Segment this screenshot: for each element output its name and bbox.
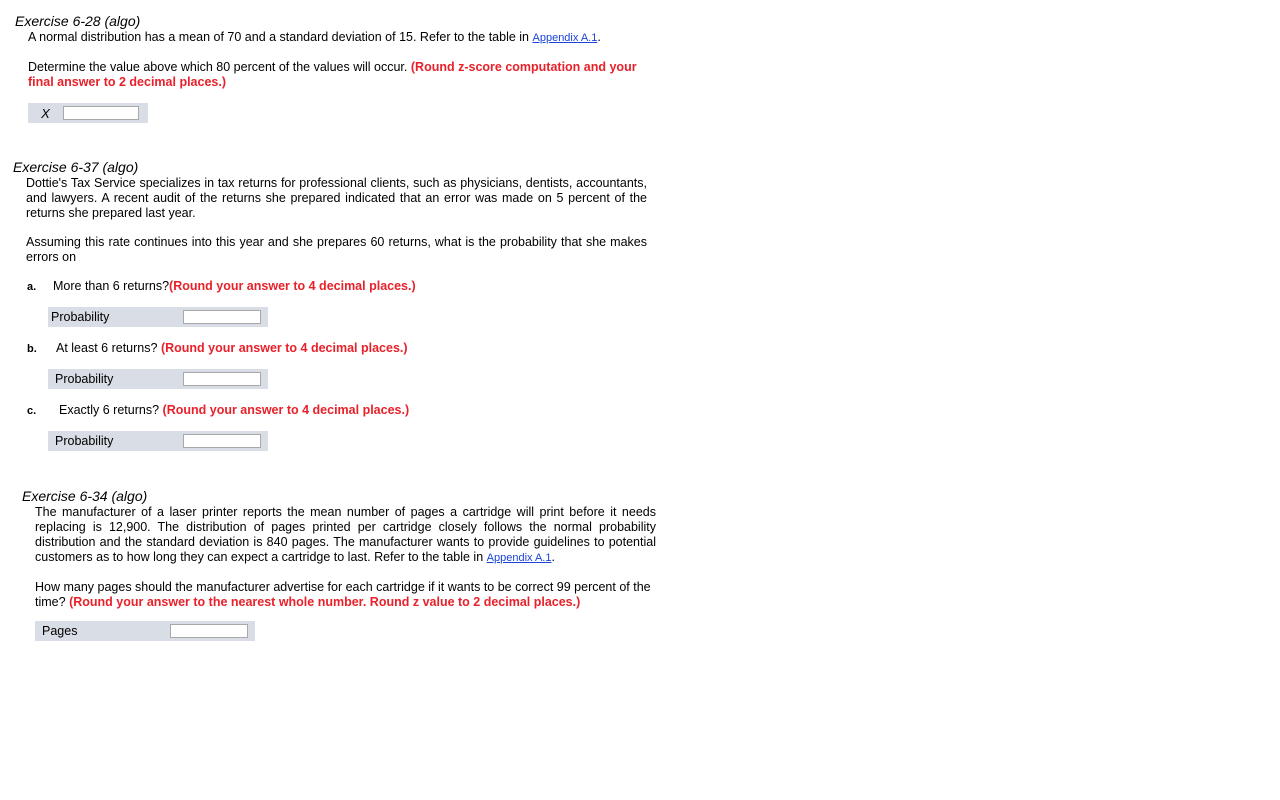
answer-label: Probability bbox=[51, 310, 110, 324]
intro-text: A normal distribution has a mean of 70 and a standard deviation of 15. Refer to the table in bbox=[28, 30, 530, 44]
intro-text: The manufacturer of a laser printer reports the mean number of pages a cartridge will print before it needs replacing is 12,900. The distribution of pages printed per cartridge closely follows the normal probability distribution and the standard deviation is 840 pages. The manufacturer wants to provide guidelines to potential customers as to how long they can expect a cartridge to last. Refer to the table in bbox=[35, 505, 656, 564]
answer-label: Probability bbox=[55, 372, 114, 386]
exercise-title: Exercise 6-28 (algo) bbox=[15, 13, 141, 29]
exercise-question bbox=[28, 60, 650, 90]
rounding-instruction: (Round your answer to 4 decimal places.) bbox=[169, 279, 416, 293]
part-letter: c. bbox=[27, 405, 37, 417]
exercise-6-34 bbox=[22, 488, 656, 610]
answer-row-pages bbox=[35, 621, 255, 641]
part-a bbox=[27, 279, 416, 293]
question-text: Determine the value above which 80 percent of the values will occur. bbox=[28, 60, 408, 74]
part-letter: b. bbox=[27, 343, 37, 355]
rounding-instruction: (Round your answer to 4 decimal places.) bbox=[162, 403, 410, 417]
part-c bbox=[27, 403, 409, 417]
answer-input-x[interactable] bbox=[63, 106, 139, 120]
answer-row-probability-a bbox=[48, 307, 268, 327]
exercise-6-37 bbox=[13, 159, 647, 265]
exercise-intro: Dottie's Tax Service specializes in tax returns for professional clients, such as physicians, dentists, accountants, and lawyers. A recent audit of the returns she prepared indicated that an error was made on 5 percent of the returns she prepared last year. bbox=[26, 176, 647, 220]
period: . bbox=[597, 30, 601, 44]
answer-row-x bbox=[28, 103, 148, 123]
exercise-question: Assuming this rate continues into this year and she prepares 60 returns, what is the probability that she makes errors on bbox=[26, 235, 647, 264]
answer-row-probability-c bbox=[48, 431, 268, 451]
exercise-intro bbox=[28, 30, 655, 46]
answer-row-probability-b bbox=[48, 369, 268, 389]
appendix-link[interactable]: Appendix A.1 bbox=[532, 32, 598, 44]
answer-label: X bbox=[41, 105, 50, 121]
probability-input-a[interactable] bbox=[183, 310, 261, 324]
part-text: Exactly 6 returns? bbox=[59, 403, 160, 417]
rounding-instruction: (Round your answer to 4 decimal places.) bbox=[160, 341, 408, 355]
part-text: More than 6 returns? bbox=[53, 279, 170, 293]
part-letter: a. bbox=[27, 281, 37, 293]
exercise-question bbox=[35, 580, 656, 610]
exercise-6-28 bbox=[15, 13, 655, 90]
question-text: How many pages should the manufacturer advertise for each cartridge if it wants to be correct 99 percent of the time? bbox=[35, 580, 651, 609]
part-text: At least 6 returns? bbox=[56, 341, 158, 355]
exercise-intro bbox=[35, 505, 656, 566]
rounding-instruction: (Round your answer to the nearest whole number. Round z value to 2 decimal places.) bbox=[69, 595, 581, 609]
rounding-instruction: (Round z-score computation and your final answer to 2 decimal places.) bbox=[28, 60, 637, 89]
probability-input-b[interactable] bbox=[183, 372, 261, 386]
exercise-title: Exercise 6-34 (algo) bbox=[22, 488, 148, 504]
appendix-link[interactable]: Appendix A.1 bbox=[486, 552, 552, 564]
answer-label: Probability bbox=[55, 434, 114, 448]
exercise-title: Exercise 6-37 (algo) bbox=[13, 159, 139, 175]
part-b bbox=[27, 341, 408, 355]
probability-input-c[interactable] bbox=[183, 434, 261, 448]
answer-label: Pages bbox=[42, 624, 78, 638]
period: . bbox=[551, 550, 555, 564]
pages-input[interactable] bbox=[170, 624, 248, 638]
